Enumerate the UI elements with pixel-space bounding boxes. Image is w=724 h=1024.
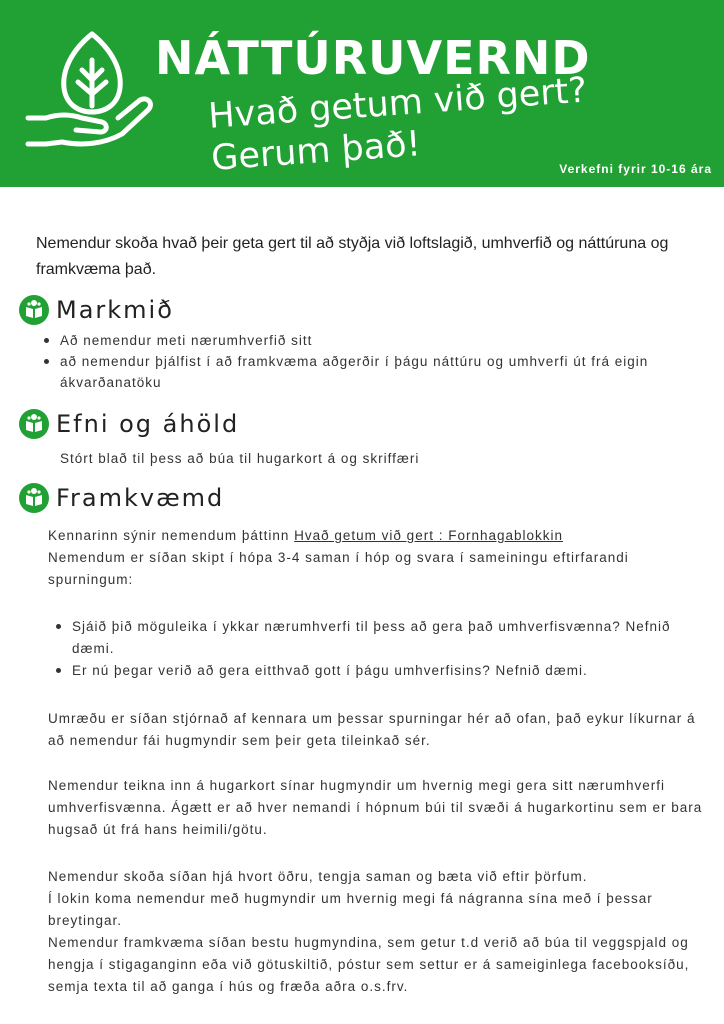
goals-list	[44, 330, 694, 393]
procedure-paragraph-1	[48, 525, 708, 591]
subtitle-line-2: Gerum það!	[209, 124, 422, 179]
page-title: NÁTTÚRUVERND	[155, 31, 591, 85]
materials-text: Stórt blað til þess að búa til hugarkort á og skriffæri	[60, 451, 420, 466]
procedure-paragraph-2: Umræðu er síðan stjórnað af kennara um þessar spurningar hér að ofan, það eykur líkurnar á að nemendur fái hugmyndir sem þeir geta tileinkað sér.	[48, 711, 696, 748]
intro-text: Nemendur skoða hvað þeir geta gert til að styðja við loftslagið, umhverfið og náttúruna og framkvæma það.	[36, 235, 669, 278]
green-flag-book-icon	[18, 408, 50, 440]
questions-list	[56, 616, 696, 682]
section-goals-title: Markmið	[56, 296, 174, 324]
age-label: Verkefni fyrir 10-16 ára	[559, 162, 712, 176]
list-item: að nemendur þjálfist í að framkvæma aðgerðir í þágu náttúru og umhverfi út frá eigin ákvarðanatöku	[44, 351, 694, 393]
video-link[interactable]: Hvað getum við gert : Fornhagablokkin	[294, 528, 564, 543]
section-procedure-title: Framkvæmd	[56, 484, 225, 512]
green-flag-book-icon	[18, 294, 50, 326]
list-item: Sjáið þið möguleika í ykkar nærumhverfi til þess að gera það umhverfisvænna? Nefnið dæmi.	[56, 616, 696, 660]
section-goals-heading	[18, 292, 174, 328]
procedure-intro-text: Kennarinn sýnir nemendum þáttinn	[48, 528, 295, 543]
leaf-in-hand-icon	[22, 26, 162, 161]
procedure-group-text: Nemendum er síðan skipt í hópa 3-4 saman í hóp og svara í sameiningu eftirfarandi spurningum:	[48, 550, 629, 587]
header-banner	[0, 0, 724, 187]
subtitle-line-1: Hvað getum við gert?	[207, 70, 589, 137]
list-item: Er nú þegar verið að gera eitthvað gott í þágu umhverfisins? Nefnið dæmi.	[56, 660, 696, 682]
section-procedure-heading	[18, 480, 224, 516]
procedure-paragraph-4-line: Nemendur skoða síðan hjá hvort öðru, tengja saman og bæta við eftir þörfum.	[48, 869, 588, 884]
green-flag-book-icon	[18, 482, 50, 514]
procedure-paragraph-4	[48, 866, 708, 998]
section-materials-heading	[18, 406, 239, 442]
section-materials-title: Efni og áhöld	[56, 410, 240, 438]
list-item: Að nemendur meti nærumhverfið sitt	[44, 330, 694, 351]
procedure-paragraph-3: Nemendur teikna inn á hugarkort sínar hugmyndir um hvernig megi gera sitt nærumhverfi umhverfisvænna. Ágætt er að hver nemandi í hópnum búi til svæði á hugarkortinu sem er bara hugsað út frá hans heimili/götu.	[48, 778, 703, 837]
procedure-paragraph-6: Nemendur framkvæma síðan bestu hugmyndina, sem getur t.d verið að búa til veggspjald og hengja í stigaganginn eða við götuskiltið, póstur sem settur er á sameiginlega facebooksíðu, semja texta til að ganga í hús og fræða aðra o.s.frv.	[48, 935, 690, 994]
procedure-paragraph-5: Í lokin koma nemendur með hugmyndir um hvernig megi fá nágranna sína með í þessar breytingar.	[48, 891, 653, 928]
